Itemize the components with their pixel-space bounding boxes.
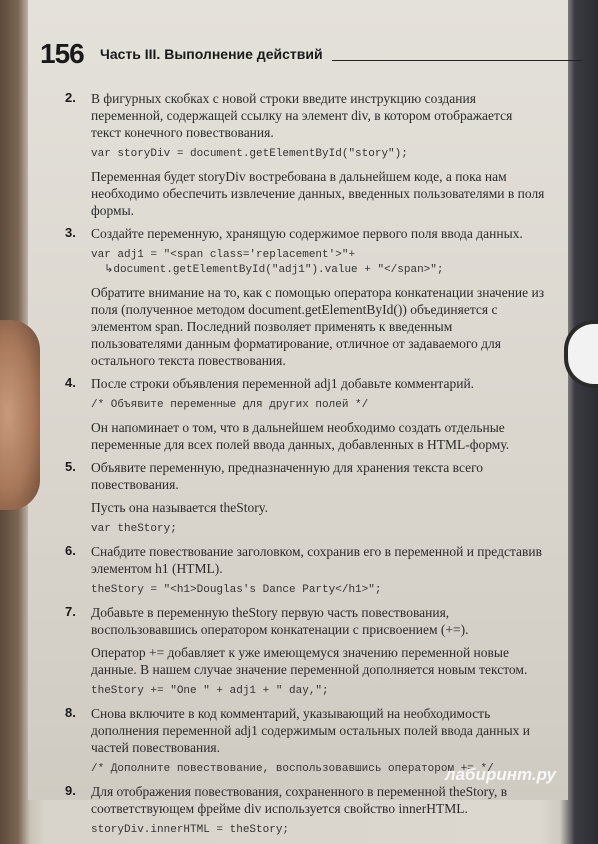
side-tab-icon <box>564 320 598 388</box>
watermark: лабиринт.ру <box>445 765 556 784</box>
step-number: 3. <box>65 225 76 240</box>
step-note: Пусть она называется theStory. <box>91 500 268 515</box>
step-text: Снова включите в код комментарий, указывающий на необходимость дополнения переменной adj1 содержимым остальных полей ввода данных и частей повествования. <box>91 706 531 755</box>
step-note: Обратите внимание на то, как с помощью оператора конкатенации значение из поля (полученное методом document.getElementById()) объединяется с элементом span. Последний позволяет применять к введенным пользователями данным форматирование, отличное от задаваемого для остального текста повествования. <box>91 285 545 368</box>
step-6 <box>65 543 545 598</box>
step-7 <box>65 604 545 699</box>
step-number: 6. <box>65 543 76 558</box>
step-text: После строки объявления переменной adj1 добавьте комментарий. <box>91 376 475 391</box>
code-line: var theStory; <box>91 523 177 535</box>
step-number: 8. <box>65 705 76 720</box>
chapter-title: Часть III. Выполнение действий <box>100 46 323 62</box>
step-text: Добавьте в переменную theStory первую часть повествования, воспользовавшись оператором конкатенации с присвоением (+=). <box>91 605 469 637</box>
code-line: /* Дополните повествование, воспользовавшись оператором += */ <box>91 763 494 775</box>
step-3 <box>65 225 545 369</box>
step-text: Создайте переменную, хранящую содержимое первого поля ввода данных. <box>91 226 523 241</box>
code-line: theStory += "One " + adj1 + " day,"; <box>91 685 329 697</box>
header-rule <box>332 60 582 61</box>
thumb <box>0 320 40 510</box>
page-number: 156 <box>40 38 84 69</box>
step-text: Снабдите повествование заголовком, сохранив его в переменной и представив элементом h1 (HTML). <box>91 544 542 576</box>
code-line: var adj1 = "<span class='replacement'>"+ ↳document.getElementById("adj1").value + "</span>"; <box>91 249 444 276</box>
step-2 <box>65 90 545 219</box>
step-number: 4. <box>65 375 76 390</box>
step-number: 2. <box>65 90 76 105</box>
step-text: Объявите переменную, предназначенную для хранения текста всего повествования. <box>91 460 484 492</box>
step-number: 9. <box>65 783 76 798</box>
code-line: theStory = "<h1>Douglas's Dance Party</h1>"; <box>91 584 382 596</box>
step-text: Для отображения повествования, сохраненного в переменной theStory, в соответствующем фрейме div используется свойство innerHTML. <box>91 784 508 816</box>
page-header <box>40 38 540 68</box>
step-9 <box>65 783 545 838</box>
step-list <box>65 90 545 844</box>
step-number: 5. <box>65 459 76 474</box>
step-4 <box>65 375 545 453</box>
step-5 <box>65 459 545 537</box>
code-line: storyDiv.innerHTML = theStory; <box>91 824 290 836</box>
step-note: Он напоминает о том, что в дальнейшем необходимо создать отдельные переменные для всех полей ввода данных, добавленных в HTML-форму. <box>91 420 510 452</box>
code-line: /* Объявите переменные для других полей */ <box>91 399 369 411</box>
code-line: var storyDiv = document.getElementById("story"); <box>91 148 408 160</box>
step-note: Переменная будет storyDiv востребована в дальнейшем коде, а пока нам необходимо обеспечить извлечение данных, введенных пользователями в поля формы. <box>91 169 545 218</box>
step-note: Оператор += добавляет к уже имеющемуся значению переменной новые данные. В нашем случае значение переменной дополняется новым текстом. <box>91 645 528 677</box>
step-text: В фигурных скобках с новой строки введите инструкцию создания переменной, содержащей ссылку на элемент div, в котором отображается текст конечного повествования. <box>91 91 513 140</box>
step-number: 7. <box>65 604 76 619</box>
